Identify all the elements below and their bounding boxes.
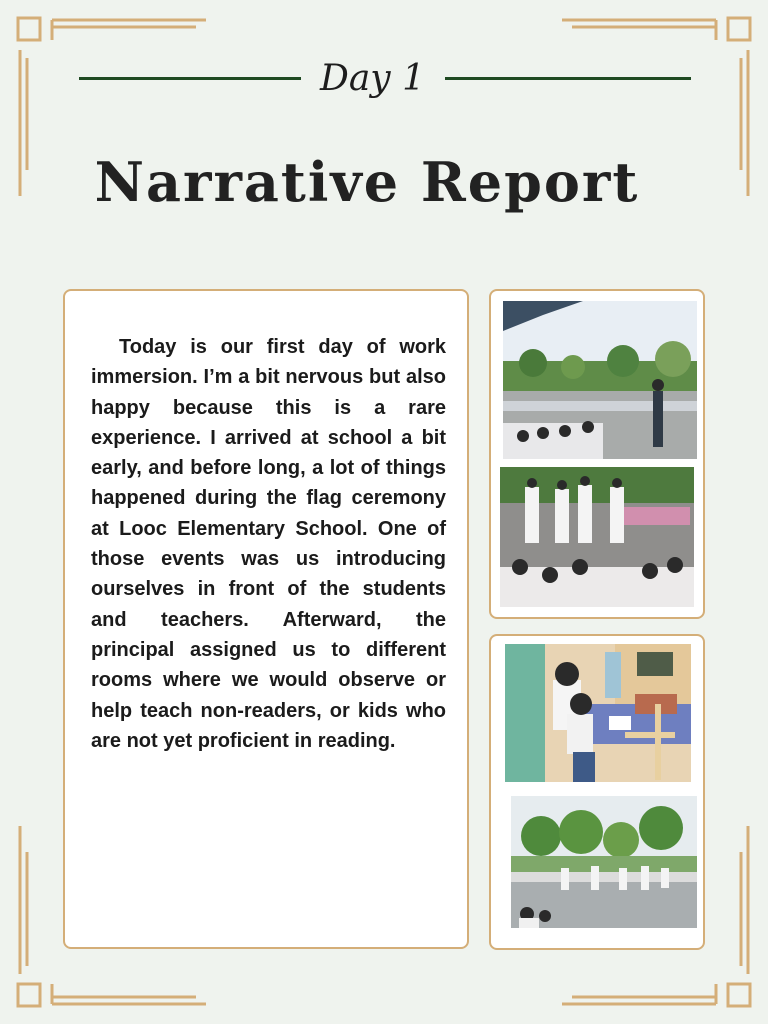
classroom-reading-photo [505,644,691,782]
report-paragraph: Today is our first day of work immersion. I’m a bit nervous but also happy because this is a rare experience. I arrived at school a bit early, and before long, a lot of things happened during the flag ceremony at Looc Elementary School. One of those events was us introducing ourselves in front of the students and teachers. Afterward, the principal assigned us to different rooms where we would observe or help teach non-readers, or kids who are not yet proficient in reading. [91,336,446,752]
photo-card-bottom [489,634,705,950]
frame-corner-square-top-right [728,18,750,40]
photo-card-top [489,289,705,619]
student-introduction-photo [500,467,694,607]
divider-line-left [79,77,301,80]
frame-corner-square-bottom-left [18,984,40,1006]
schoolyard-activity-photo [511,796,697,928]
frame-corner-square-top-left [18,18,40,40]
page-title: Narrative Report [94,150,640,214]
frame-corner-square-bottom-right [728,984,750,1006]
day-label: Day 1 [319,58,425,99]
divider-line-right [445,77,691,80]
report-text-card [63,289,469,949]
flag-ceremony-crowd-photo [503,301,697,459]
